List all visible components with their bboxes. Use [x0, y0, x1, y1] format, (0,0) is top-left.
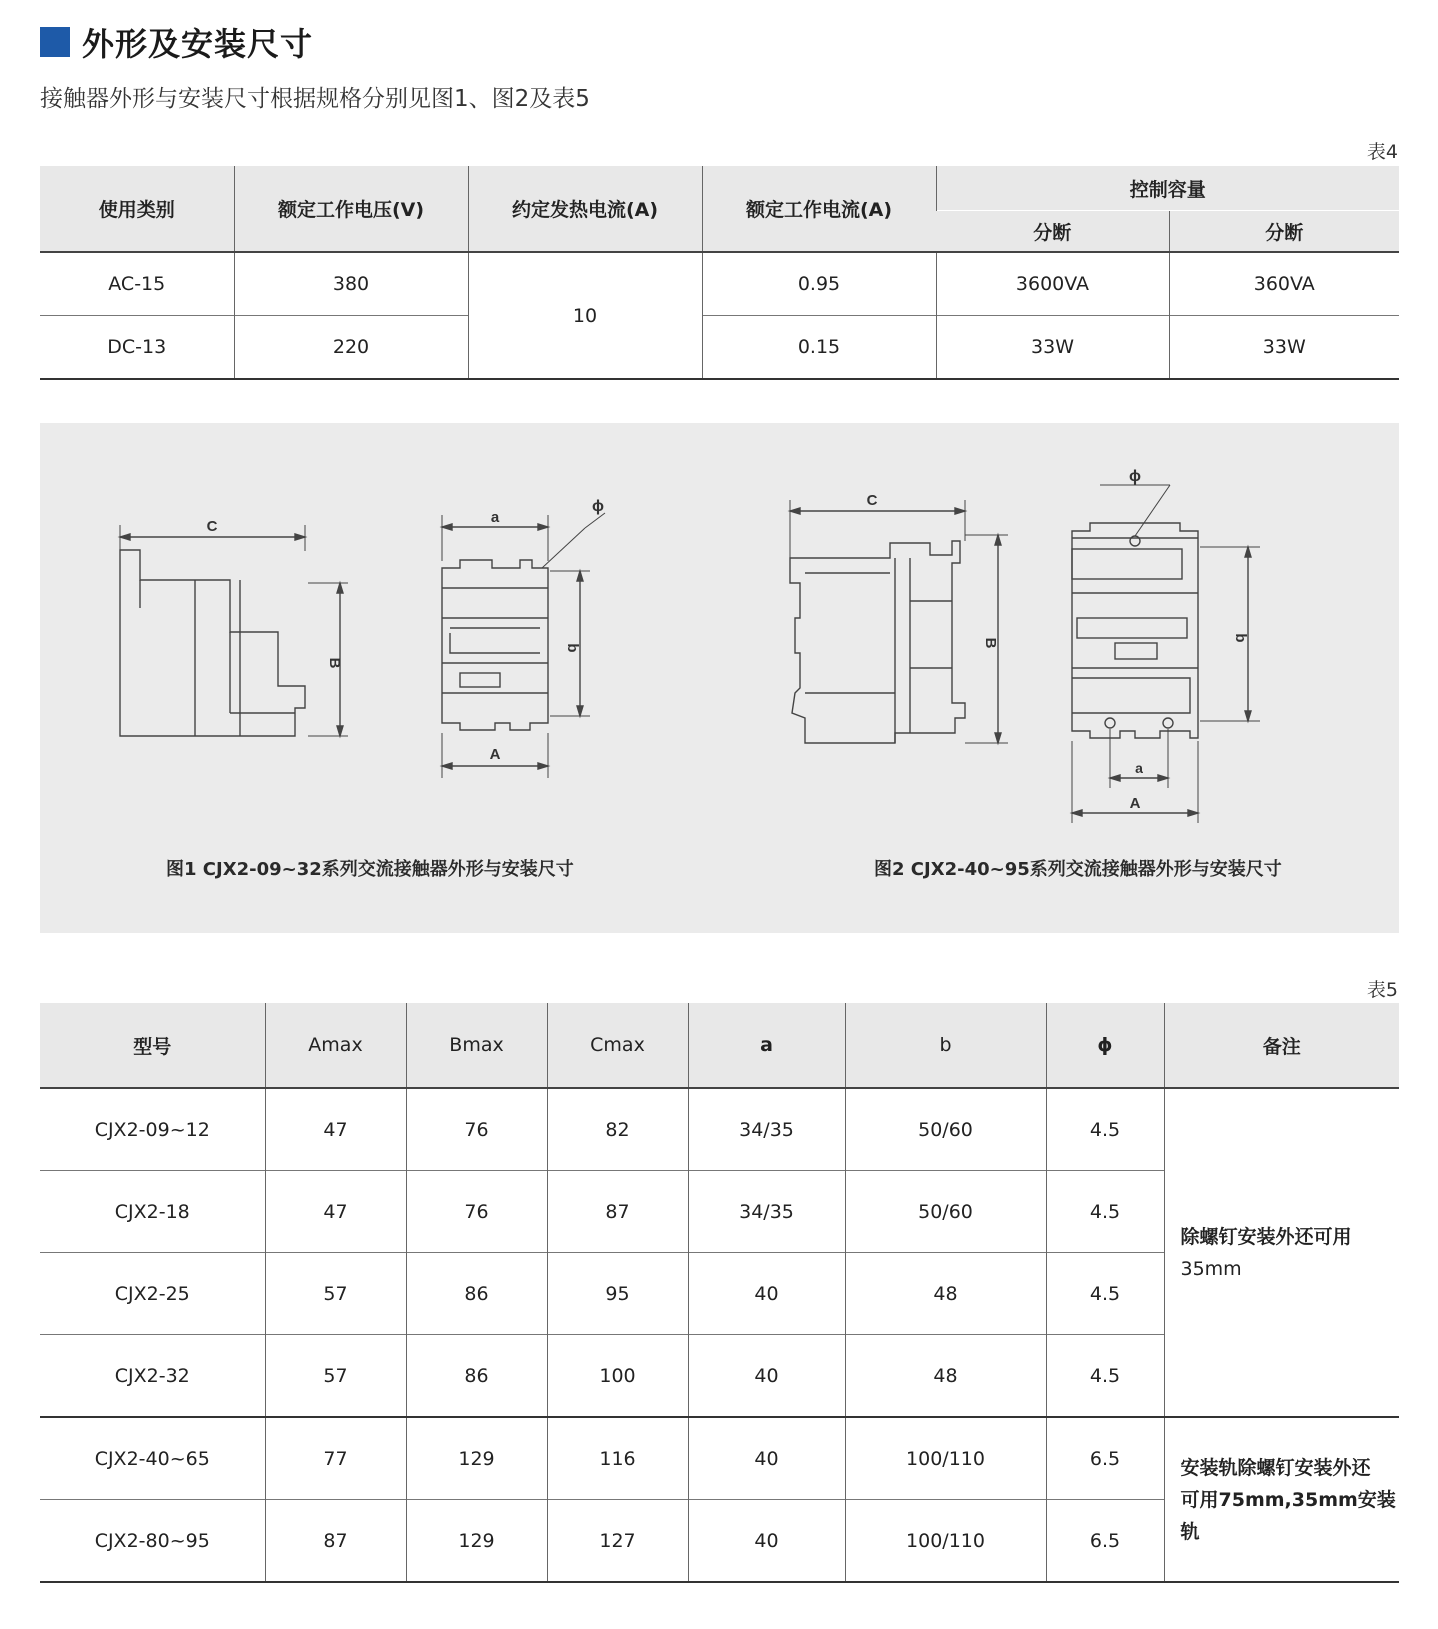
table5-header-a: a: [688, 1003, 845, 1088]
remark2-line2: 可用75mm,35mm安装轨: [1180, 1488, 1396, 1543]
table4-header-break1: 分断: [936, 211, 1169, 253]
cell-voltage: 380: [234, 252, 468, 316]
cell-voltage: 220: [234, 316, 468, 380]
fig2-label-b-lower: b: [1232, 633, 1249, 643]
cell-amax: 47: [265, 1088, 406, 1171]
heading-square-icon: [40, 27, 70, 57]
table5: [40, 1003, 1399, 1583]
table4: [40, 166, 1399, 380]
cell-category: DC-13: [40, 316, 234, 380]
cell-remark-group2: [1164, 1417, 1399, 1582]
fig2-label-c: C: [866, 492, 878, 509]
figure2-side-view: [790, 492, 1008, 743]
cell-phi: 4.5: [1046, 1335, 1164, 1418]
cell-cmax: 116: [547, 1417, 688, 1500]
cell-b: 48: [845, 1335, 1046, 1418]
figure1-side-view: [120, 518, 348, 736]
cell-model: CJX2-18: [40, 1171, 265, 1253]
cell-a: 40: [688, 1417, 845, 1500]
cell-amax: 77: [265, 1417, 406, 1500]
cell-category: AC-15: [108, 273, 166, 295]
cell-model: CJX2-32: [40, 1335, 265, 1418]
cell-amax: 57: [265, 1335, 406, 1418]
cell-bmax: 86: [406, 1253, 547, 1335]
table-row: [40, 1088, 1399, 1171]
table5-header-phi: ϕ: [1046, 1003, 1164, 1088]
cell-cmax: 95: [547, 1253, 688, 1335]
remark1-line2: 35mm: [1180, 1257, 1242, 1280]
table4-header-voltage: 额定工作电压(V): [234, 166, 468, 252]
cell-amax: 87: [265, 1500, 406, 1583]
cell-break2: 360VA: [1169, 252, 1399, 316]
fig1-label-b-lower: b: [564, 643, 581, 653]
cell-thermal: 10: [468, 252, 702, 379]
cell-break2: 33W: [1169, 316, 1399, 380]
cell-current: 0.15: [702, 316, 936, 380]
cell-phi: 6.5: [1046, 1417, 1164, 1500]
cell-bmax: 76: [406, 1088, 547, 1171]
table-row: [40, 1417, 1399, 1500]
fig1-label-c: C: [206, 518, 218, 535]
cell-a: 40: [688, 1253, 845, 1335]
cell-phi: 4.5: [1046, 1088, 1164, 1171]
cell-model: CJX2-09~12: [94, 1118, 210, 1141]
fig1-label-phi: ϕ: [592, 498, 604, 515]
fig1-label-b-upper: B: [326, 657, 343, 669]
table4-header-thermal: 约定发热电流(A): [468, 166, 702, 252]
fig1-label-A: A: [489, 746, 501, 763]
cell-amax: 57: [265, 1253, 406, 1335]
table5-header-amax: Amax: [265, 1003, 406, 1088]
cell-bmax: 76: [406, 1171, 547, 1253]
fig2-label-b-upper: B: [982, 637, 999, 649]
cell-current: 0.95: [702, 252, 936, 316]
cell-amax: 47: [265, 1171, 406, 1253]
table4-header-category: 使用类别: [40, 166, 234, 252]
cell-a: 40: [688, 1335, 845, 1418]
table4-header-break2: 分断: [1169, 211, 1399, 253]
cell-a: 34/35: [688, 1171, 845, 1253]
cell-phi: 6.5: [1046, 1500, 1164, 1583]
table-row: [40, 252, 1399, 316]
table4-header-control: 控制容量: [936, 166, 1399, 211]
cell-break1: 3600VA: [936, 252, 1169, 316]
cell-bmax: 129: [406, 1500, 547, 1583]
table-row: [40, 316, 1399, 380]
cell-cmax: 100: [547, 1335, 688, 1418]
remark1-line1: 除螺钉安装外还可用: [1180, 1225, 1352, 1248]
cell-model: CJX2-25: [40, 1253, 265, 1335]
cell-cmax: 87: [547, 1171, 688, 1253]
figure1-caption: 图1 CJX2-09~32系列交流接触器外形与安装尺寸: [166, 859, 574, 880]
cell-a: 40: [688, 1500, 845, 1583]
figure-panel: [40, 423, 1399, 933]
section-heading: [40, 20, 313, 64]
cell-b: 50/60: [845, 1171, 1046, 1253]
cell-remark-group1: [1164, 1088, 1399, 1417]
table5-header-bmax: Bmax: [406, 1003, 547, 1088]
cell-model: CJX2-40~65: [40, 1417, 265, 1500]
figure1-front-view: [442, 498, 605, 778]
fig1-label-a: a: [490, 509, 500, 526]
cell-break1: 33W: [936, 316, 1169, 380]
figure2-front-view: [1072, 468, 1260, 823]
fig2-label-a: a: [1135, 760, 1143, 776]
cell-phi: 4.5: [1046, 1253, 1164, 1335]
section-subtitle: 接触器外形与安装尺寸根据规格分别见图1、图2及表5: [40, 86, 590, 112]
cell-cmax: 127: [547, 1500, 688, 1583]
table4-label: 表4: [1366, 141, 1398, 163]
table4-header-current: 额定工作电流(A): [702, 166, 936, 252]
table5-header-b: b: [845, 1003, 1046, 1088]
cell-b: 50/60: [845, 1088, 1046, 1171]
cell-b: 100/110: [845, 1417, 1046, 1500]
cell-bmax: 86: [406, 1335, 547, 1418]
cell-b: 48: [845, 1253, 1046, 1335]
cell-model: CJX2-80~95: [40, 1500, 265, 1583]
table5-label: 表5: [1366, 979, 1398, 1001]
table5-header-model: 型号: [40, 1003, 265, 1088]
cell-phi: 4.5: [1046, 1171, 1164, 1253]
cell-cmax: 82: [547, 1088, 688, 1171]
fig2-label-A: A: [1129, 795, 1141, 812]
cell-bmax: 129: [406, 1417, 547, 1500]
fig2-label-phi: ϕ: [1129, 468, 1141, 485]
cell-a: 34/35: [688, 1088, 845, 1171]
table5-header-remark: 备注: [1164, 1003, 1399, 1088]
remark2-line1: 安装轨除螺钉安装外还: [1180, 1456, 1371, 1479]
figure2-caption: 图2 CJX2-40~95系列交流接触器外形与安装尺寸: [874, 859, 1282, 880]
cell-b: 100/110: [845, 1500, 1046, 1583]
page-title: 外形及安装尺寸: [82, 25, 314, 63]
table5-header-cmax: Cmax: [547, 1003, 688, 1088]
